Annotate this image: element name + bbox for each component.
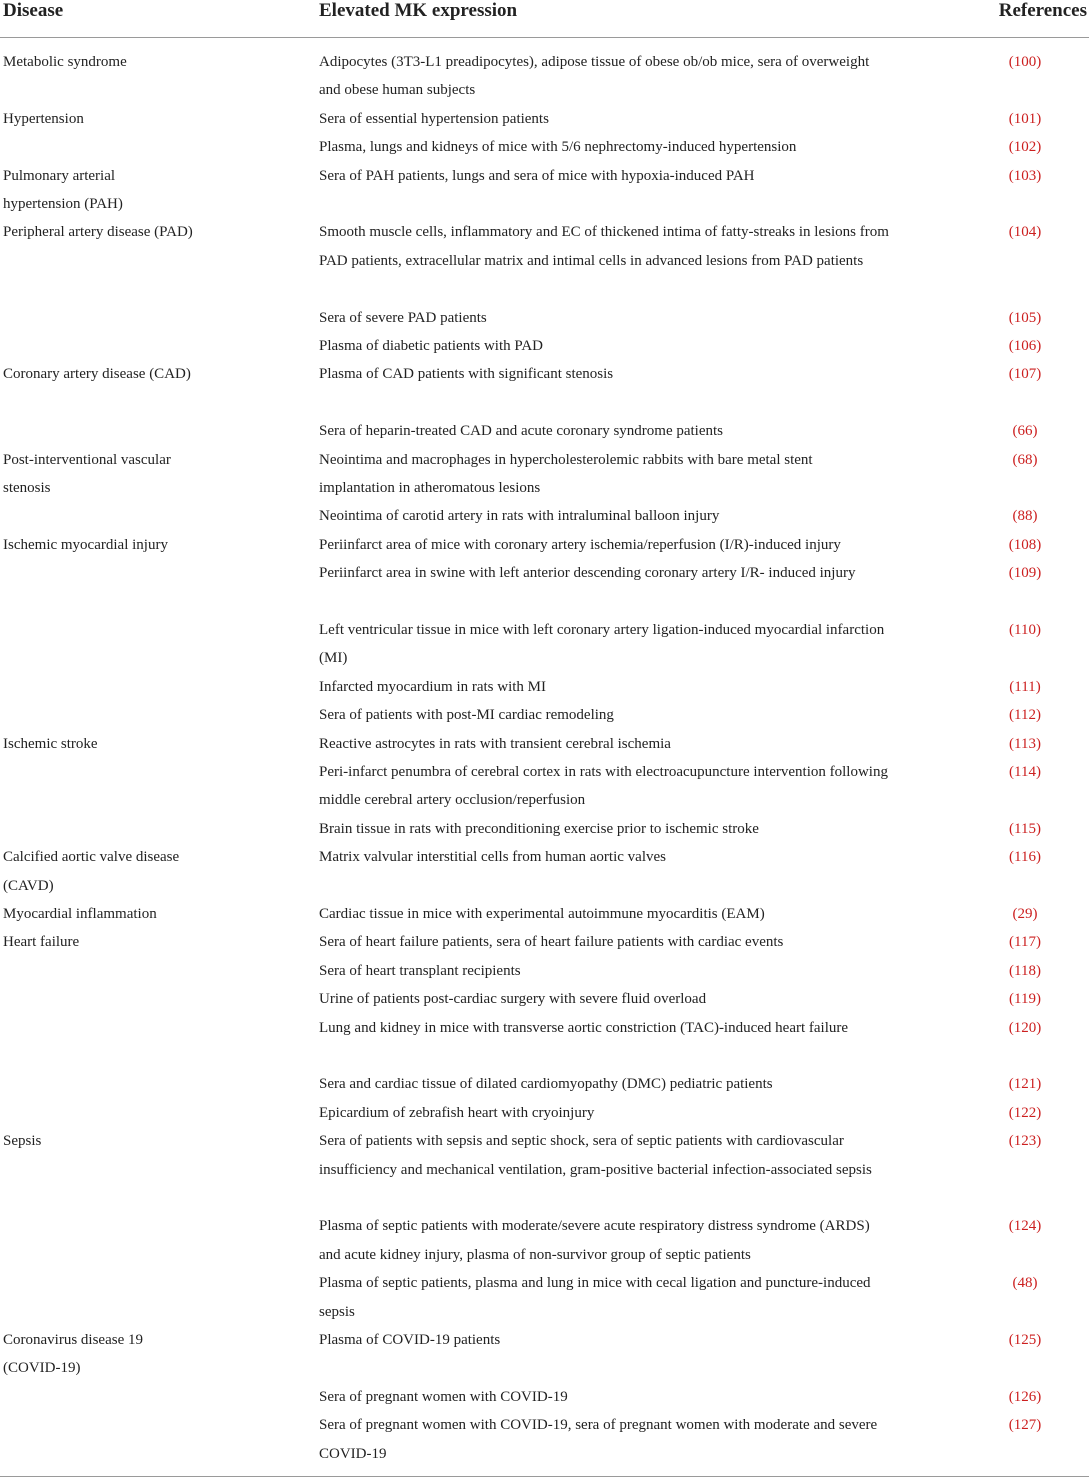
expression-cell: Sera of patients with post-MI cardiac remodeling xyxy=(319,707,614,724)
reference-link[interactable]: 125 xyxy=(1013,1332,1037,1348)
reference-cell[interactable]: (88) xyxy=(1012,508,1038,525)
expression-cell: Periinfarct area of mice with coronary artery ischemia/reperfusion (I/R)-induced injury xyxy=(319,536,841,553)
expression-cell: Sera of essential hypertension patients xyxy=(319,110,549,127)
header-references: References xyxy=(998,0,1087,21)
expression-cell: Periinfarct area in swine with left anterior descending coronary artery I/R- induced injury xyxy=(319,565,856,582)
reference-link[interactable]: 88 xyxy=(1017,508,1033,525)
reference-cell[interactable]: (117) xyxy=(1009,934,1041,951)
table-row xyxy=(0,218,1089,303)
reference-cell[interactable]: (100) xyxy=(1008,54,1042,70)
reference-cell[interactable]: (101) xyxy=(1008,110,1042,127)
expression-cell: Matrix valvular interstitial cells from human aortic valves xyxy=(319,849,666,866)
reference-cell[interactable]: (103) xyxy=(1008,167,1042,184)
reference-cell[interactable]: (107) xyxy=(1008,366,1042,383)
reference-link[interactable]: 105 xyxy=(1013,309,1037,326)
expression-cell: Cardiac tissue in mice with experimental autoimmune myocarditis (EAM) xyxy=(319,906,765,922)
reference-cell[interactable]: (105) xyxy=(1008,309,1042,326)
table-row xyxy=(0,701,1089,729)
reference-cell[interactable]: (66) xyxy=(1012,423,1038,440)
table-row xyxy=(0,1070,1089,1098)
table-row xyxy=(0,446,1089,503)
table-row xyxy=(0,1212,1089,1269)
table-row xyxy=(0,1269,1089,1326)
table-row xyxy=(0,1411,1089,1468)
reference-link[interactable]: 66 xyxy=(1017,423,1033,440)
expression-cell: Plasma of CAD patients with significant stenosis xyxy=(319,366,614,383)
reference-cell[interactable]: (126) xyxy=(1008,1388,1042,1405)
disease-cell: Sepsis xyxy=(3,1133,42,1150)
expression-cell: Sera of PAH patients, lungs and sera of mice with hypoxia-induced PAH xyxy=(319,167,755,184)
reference-cell[interactable]: (111) xyxy=(1009,678,1041,695)
reference-cell[interactable]: (112) xyxy=(1009,707,1041,724)
table-row xyxy=(0,928,1089,956)
reference-cell[interactable]: (48) xyxy=(1012,1275,1038,1292)
disease-cell: Myocardial inflammation xyxy=(3,906,157,922)
table-row xyxy=(0,48,1089,105)
table-row xyxy=(0,162,1089,219)
reference-cell[interactable]: (120) xyxy=(1008,1019,1042,1036)
reference-link[interactable]: 108 xyxy=(1013,536,1037,553)
expression-cell: Sera of heparin-treated CAD and acute coronary syndrome patients xyxy=(319,423,724,440)
reference-cell[interactable]: (113) xyxy=(1009,735,1041,752)
table-row xyxy=(0,133,1089,161)
table-row xyxy=(0,304,1089,332)
reference-cell[interactable]: (104) xyxy=(1008,224,1042,241)
expression-cell: Sera of heart failure patients, sera of heart failure patients with cardiac events xyxy=(319,934,784,951)
table-row xyxy=(0,815,1089,843)
expression-cell: Sera of pregnant women with COVID-19, sera of pregnant women with moderate and severe COVID-19 xyxy=(319,1417,878,1462)
reference-cell[interactable]: (29) xyxy=(1012,906,1038,922)
reference-link[interactable]: 106 xyxy=(1013,338,1037,354)
reference-link[interactable]: 127 xyxy=(1013,1417,1037,1434)
table-row xyxy=(0,673,1089,701)
reference-link[interactable]: 119 xyxy=(1014,991,1036,1008)
table-row xyxy=(0,900,1089,928)
reference-cell[interactable]: (123) xyxy=(1008,1133,1042,1150)
table-row xyxy=(0,417,1089,445)
reference-link[interactable]: 102 xyxy=(1013,139,1037,156)
reference-link[interactable]: 123 xyxy=(1013,1133,1037,1150)
disease-cell: Ischemic stroke xyxy=(3,735,98,752)
disease-cell: Metabolic syndrome xyxy=(3,54,127,70)
reference-cell[interactable]: (110) xyxy=(1009,622,1041,638)
expression-cell: Lung and kidney in mice with transverse aortic constriction (TAC)-induced heart failure xyxy=(319,1019,849,1036)
expression-cell: Smooth muscle cells, inflammatory and EC of thickened intima of fatty-streaks in lesions from PAD patients, extracellular matrix and intimal cells in advanced lesions from PAD patients xyxy=(319,224,889,269)
table-row xyxy=(0,531,1089,559)
reference-link[interactable]: 104 xyxy=(1013,224,1037,241)
table-row xyxy=(0,1383,1089,1411)
reference-link[interactable]: 116 xyxy=(1014,849,1036,866)
table-row xyxy=(0,843,1089,900)
reference-cell[interactable]: (119) xyxy=(1009,991,1041,1008)
reference-cell[interactable]: (68) xyxy=(1012,451,1038,468)
expression-cell: Plasma, lungs and kidneys of mice with 5/6 nephrectomy-induced hypertension xyxy=(319,139,797,156)
reference-link[interactable]: 109 xyxy=(1013,565,1037,582)
table-row xyxy=(0,1099,1089,1127)
table-row xyxy=(0,758,1089,815)
table-row xyxy=(0,957,1089,985)
reference-link[interactable]: 117 xyxy=(1014,934,1036,951)
disease-cell: Peripheral artery disease (PAD) xyxy=(3,224,193,241)
reference-cell[interactable]: (115) xyxy=(1009,820,1041,837)
reference-link[interactable]: 103 xyxy=(1013,167,1037,184)
reference-cell[interactable]: (124) xyxy=(1008,1218,1042,1235)
bottom-rule xyxy=(0,1476,1089,1477)
table-row xyxy=(0,360,1089,417)
reference-cell[interactable]: (109) xyxy=(1008,565,1042,582)
reference-link[interactable]: 100 xyxy=(1013,54,1037,70)
reference-cell[interactable]: (114) xyxy=(1009,764,1041,780)
reference-link[interactable]: 121 xyxy=(1013,1076,1037,1093)
reference-link[interactable]: 68 xyxy=(1017,451,1033,468)
table-row xyxy=(0,985,1089,1013)
expression-cell: Plasma of septic patients with moderate/severe acute respiratory distress syndrome (ARDS) and acute kidney injury, plasma of non-survivor group of septic patients xyxy=(319,1218,870,1263)
disease-cell: Post-interventional vascular stenosis xyxy=(3,451,171,496)
table-row xyxy=(0,105,1089,133)
expression-cell: Neointima of carotid artery in rats with intraluminal balloon injury xyxy=(319,508,720,525)
table-row xyxy=(0,1014,1089,1071)
expression-cell: Plasma of COVID-19 patients xyxy=(319,1332,501,1348)
header-expression: Elevated MK expression xyxy=(319,0,518,21)
reference-link[interactable]: 115 xyxy=(1014,820,1036,837)
reference-link[interactable]: 110 xyxy=(1014,622,1036,638)
reference-link[interactable]: 113 xyxy=(1014,735,1036,752)
table-row xyxy=(0,616,1089,673)
expression-cell: Left ventricular tissue in mice with left coronary artery ligation-induced myocardial infarction (MI) xyxy=(319,622,885,667)
reference-link[interactable]: 114 xyxy=(1014,764,1036,780)
reference-link[interactable]: 112 xyxy=(1014,707,1036,724)
table-header xyxy=(0,0,1089,34)
reference-link[interactable]: 29 xyxy=(1017,906,1033,922)
table-row xyxy=(0,1127,1089,1212)
reference-link[interactable]: 107 xyxy=(1013,366,1037,383)
table-row xyxy=(0,559,1089,616)
reference-link[interactable]: 118 xyxy=(1014,962,1036,979)
expression-cell: Sera of heart transplant recipients xyxy=(319,962,521,979)
table-row xyxy=(0,730,1089,758)
expression-cell: Neointima and macrophages in hypercholesterolemic rabbits with bare metal stent implantation in atheromatous lesions xyxy=(319,451,813,496)
reference-cell[interactable]: (116) xyxy=(1009,849,1041,866)
expression-cell: Sera of severe PAD patients xyxy=(319,309,487,326)
reference-cell[interactable]: (106) xyxy=(1008,338,1042,354)
expression-cell: Sera of patients with sepsis and septic shock, sera of septic patients with cardiovascular insufficiency and mechanical ventilation, gram-positive bacterial infection-associated sepsis xyxy=(319,1133,872,1178)
reference-link[interactable]: 124 xyxy=(1013,1218,1037,1235)
reference-cell[interactable]: (127) xyxy=(1008,1417,1042,1434)
disease-cell: Ischemic myocardial injury xyxy=(3,536,168,553)
reference-cell[interactable]: (118) xyxy=(1009,962,1041,979)
reference-link[interactable]: 122 xyxy=(1013,1104,1037,1121)
disease-cell: Coronavirus disease 19 (COVID-19) xyxy=(3,1332,143,1377)
disease-cell: Heart failure xyxy=(3,934,80,951)
expression-cell: Brain tissue in rats with preconditioning exercise prior to ischemic stroke xyxy=(319,820,759,837)
reference-link[interactable]: 111 xyxy=(1014,678,1036,695)
disease-cell: Pulmonary arterial hypertension (PAH) xyxy=(3,167,123,212)
reference-link[interactable]: 126 xyxy=(1013,1388,1037,1405)
expression-cell: Adipocytes (3T3-L1 preadipocytes), adipose tissue of obese ob/ob mice, sera of overweight and obese human subjects xyxy=(319,54,870,99)
reference-cell[interactable]: (102) xyxy=(1008,139,1042,156)
reference-cell[interactable]: (122) xyxy=(1008,1104,1042,1121)
disease-cell: Hypertension xyxy=(3,110,84,127)
expression-cell: Plasma of diabetic patients with PAD xyxy=(319,338,544,354)
table-row xyxy=(0,332,1089,360)
reference-link[interactable]: 48 xyxy=(1017,1275,1033,1292)
header-disease: Disease xyxy=(3,0,64,21)
reference-link[interactable]: 120 xyxy=(1013,1019,1037,1036)
expression-cell: Urine of patients post-cardiac surgery with severe fluid overload xyxy=(319,991,707,1008)
reference-cell[interactable]: (121) xyxy=(1008,1076,1042,1093)
disease-cell: Coronary artery disease (CAD) xyxy=(3,366,191,383)
expression-cell: Reactive astrocytes in rats with transient cerebral ischemia xyxy=(319,735,671,752)
reference-cell[interactable]: (108) xyxy=(1008,536,1042,553)
expression-cell: Epicardium of zebrafish heart with cryoinjury xyxy=(319,1104,595,1121)
expression-cell: Plasma of septic patients, plasma and lung in mice with cecal ligation and puncture-induced sepsis xyxy=(319,1275,871,1320)
expression-cell: Sera of pregnant women with COVID-19 xyxy=(319,1388,568,1405)
header-rule xyxy=(0,37,1089,38)
table-row xyxy=(0,1326,1089,1383)
reference-link[interactable]: 101 xyxy=(1013,110,1037,127)
expression-cell: Infarcted myocardium in rats with MI xyxy=(319,678,547,695)
table-row xyxy=(0,502,1089,530)
reference-cell[interactable]: (125) xyxy=(1008,1332,1042,1348)
disease-cell: Calcified aortic valve disease (CAVD) xyxy=(3,849,180,894)
expression-cell: Peri-infarct penumbra of cerebral cortex in rats with electroacupuncture intervention following middle cerebral artery occlusion/reperfusion xyxy=(319,764,888,809)
expression-cell: Sera and cardiac tissue of dilated cardiomyopathy (DMC) pediatric patients xyxy=(319,1076,773,1093)
